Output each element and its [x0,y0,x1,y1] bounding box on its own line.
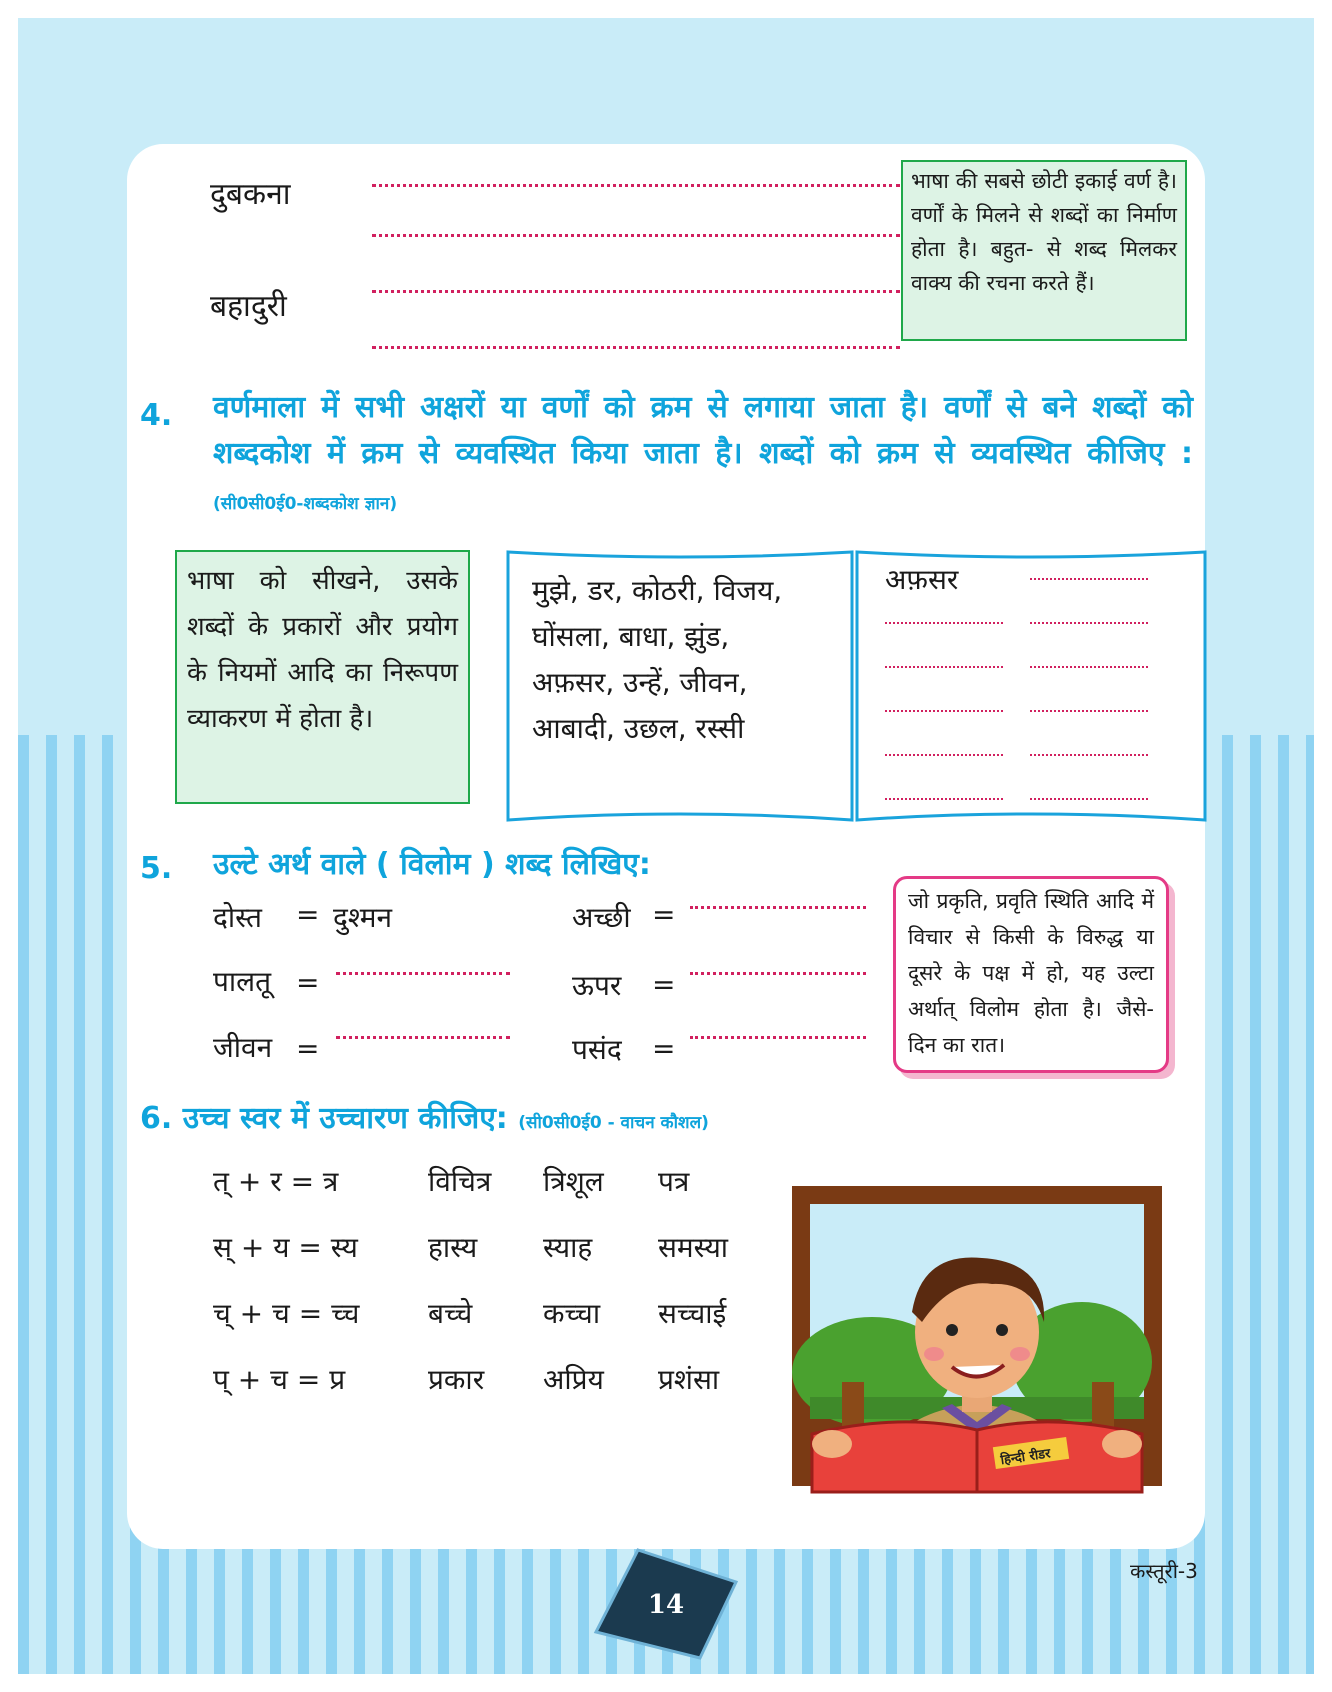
vilom-word: दोस्त [213,901,262,934]
q5-text: उल्टे अर्थ वाले ( विलोम ) शब्द लिखिए: [213,847,651,882]
pronunciation-formula: त् + र = त्र [213,1165,339,1198]
answer-line[interactable] [372,234,900,237]
answer-line[interactable] [1030,798,1148,800]
vilom-word: पालतू [213,965,272,998]
q4-instruction: वर्णमाला में सभी अक्षरों या वर्णों को क्रम से लगाया जाता है। वर्णों से बने शब्दों को शब्दकोश में क्रम से व्यवस्थित किया जाता है। शब्दों को क्रम से व्यवस्थित कीजिए : [213,390,1193,471]
pronunciation-formula: प् + च = प्र [213,1363,346,1396]
cheek [1010,1347,1030,1361]
pronunciation-word: त्रिशूल [543,1165,604,1198]
page-number: 14 [647,1590,685,1620]
answer-line[interactable] [690,906,866,909]
book-name: कस्तूरी-3 [1130,1559,1198,1583]
answer-line[interactable] [885,622,1003,624]
q6-tag: (सी0सी0ई0 - वाचन कौशल) [518,1113,709,1133]
right-hand [1102,1430,1142,1458]
pronunciation-word: बच्चे [428,1297,473,1330]
vocab-word-1: दुबकना [210,177,291,212]
answer-line[interactable] [1030,666,1148,668]
equals-sign: = [652,968,676,1001]
answer-line[interactable] [1030,710,1148,712]
word-list [532,568,832,752]
boy-reading-illustration [762,1172,1192,1502]
vilom-word: ऊपर [572,969,622,1002]
book-title: हिन्दी रीडर [999,1446,1052,1469]
vilom-word: अच्छी [572,901,631,934]
word-list-line: घोंसला, बाधा, झुंड, [532,620,730,653]
cheek [924,1347,944,1361]
answer-line[interactable] [1030,578,1148,580]
pronunciation-word: पत्र [658,1165,690,1198]
answer-line[interactable] [336,972,510,975]
equals-sign: = [296,898,320,931]
answer-line[interactable] [372,346,900,349]
equals-sign: = [652,898,676,931]
left-eye [946,1324,958,1336]
q6-heading [140,1096,709,1146]
q6-text: 6. उच्च स्वर में उच्चारण कीजिए: [140,1101,508,1136]
word-list-line: अफ़सर, उन्हें, जीवन, [532,666,748,699]
note-box-varna: भाषा की सबसे छोटी इकाई वर्ण है। वर्णों के मिलने से शब्दों का निर्माण होता है। बहुत- से शब्द मिलकर वाक्य की रचना करते हैं। [901,160,1187,341]
answer-line[interactable] [1030,754,1148,756]
note-box-vyakaran: भाषा को सीखने, उसके शब्दों के प्रकारों और प्रयोग के नियमों आदि का निरूपण व्याकरण में होता है। [175,550,470,804]
pronunciation-word: विचित्र [428,1165,492,1198]
pronunciation-formula: स् + य = स्य [213,1231,358,1264]
q4-tag: (सी0सी0ई0-शब्दकोश ज्ञान) [213,494,398,514]
left-hand [812,1430,852,1458]
pronunciation-word: प्रकार [428,1363,485,1396]
answer-line[interactable] [885,798,1003,800]
answer-line[interactable] [372,184,900,187]
sorted-first-word: अफ़सर [885,563,959,596]
vilom-word: जीवन [213,1031,273,1064]
equals-sign: = [296,1032,320,1065]
pronunciation-word: हास्य [428,1231,478,1264]
answer-line[interactable] [336,1036,510,1039]
pronunciation-word: अप्रिय [543,1363,604,1396]
equals-sign: = [296,966,320,999]
answer-line[interactable] [885,754,1003,756]
q4-number: 4. [140,398,173,433]
answer-line[interactable] [690,1036,866,1039]
vilom-word: पसंद [572,1033,622,1066]
pronunciation-word: समस्या [658,1231,729,1264]
answer-line[interactable] [372,290,900,293]
note-box-vilom: जो प्रकृति, प्रवृति स्थिति आदि में विचार से किसी के विरुद्ध या दूसरे के पक्ष में हो, यह उल्टा अर्थात् विलोम होता है। जैसे- दिन का रात। [893,876,1169,1073]
page-number-badge [590,1546,750,1664]
pronunciation-formula: च् + च = च्च [213,1297,360,1330]
pronunciation-word: स्याह [543,1231,593,1264]
word-list-line: आबादी, उछल, रस्सी [532,712,745,745]
equals-sign: = [652,1032,676,1065]
word-list-line: मुझे, डर, कोठरी, विजय, [532,574,783,607]
q4-text [213,385,1193,527]
pronunciation-word: प्रशंसा [658,1363,720,1396]
answer-line[interactable] [690,972,866,975]
pronunciation-word: कच्चा [543,1297,601,1330]
pronunciation-word: सच्चाई [658,1297,727,1330]
answer-line[interactable] [885,710,1003,712]
answer-line[interactable] [1030,622,1148,624]
vilom-answer: दुश्मन [333,901,393,934]
answer-line[interactable] [885,666,1003,668]
vocab-word-2: बहादुरी [210,289,287,324]
q5-number: 5. [140,851,173,886]
right-eye [996,1324,1008,1336]
